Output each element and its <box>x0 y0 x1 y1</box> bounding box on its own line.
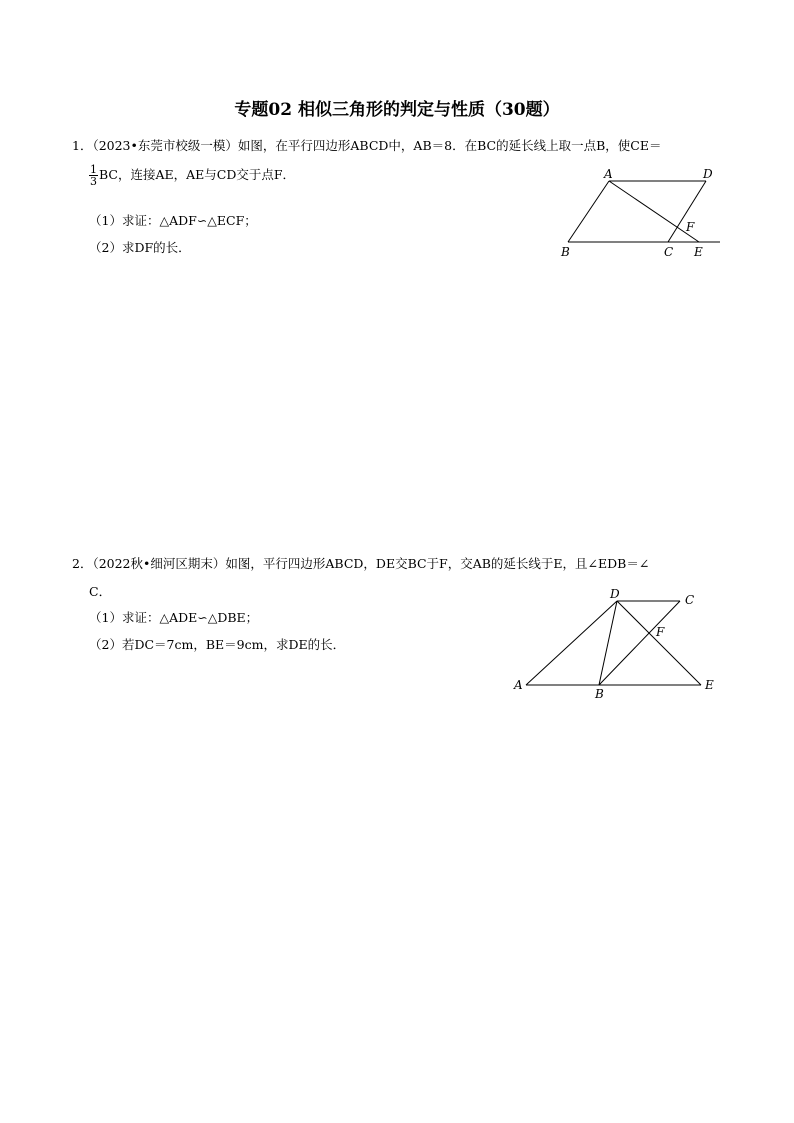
page-title: 专题02 相似三角形的判定与性质（30题） <box>234 100 560 120</box>
q2-segment-db <box>599 601 617 685</box>
q1-label-f: F <box>686 220 695 234</box>
q1-line2-text: BC，连接AE，AE与CD交于点F． <box>99 167 296 182</box>
q2-segment-da <box>526 601 617 685</box>
q1-label-c: C <box>664 245 674 259</box>
q1-label-b: B <box>561 245 570 259</box>
q1-label-e: E <box>694 245 703 259</box>
q2-part2: （2）若DC＝7cm，BE＝9cm，求DE的长． <box>89 637 346 652</box>
q2-line1: 2．（2022秋•细河区期末）如图，平行四边形ABCD，DE交BC于F，交AB的延长线于E，且∠EDB＝∠ <box>72 556 650 571</box>
q2-label-b: B <box>595 687 604 701</box>
q2-label-e: E <box>705 678 714 692</box>
q2-label-d: D <box>610 587 620 601</box>
q2-label-c: C <box>685 593 695 607</box>
q1-label-d: D <box>703 167 713 181</box>
q1-part2: （2）求DF的长． <box>89 240 191 255</box>
q1-line1: 1．（2023•东莞市校级一模）如图，在平行四边形ABCD中，AB＝8．在BC的延长线上取一点B，使CE＝ <box>72 138 662 153</box>
q1-part1: （1）求证：△ADF∽△ECF； <box>89 213 257 228</box>
q2-segment-de <box>617 601 701 685</box>
q2-line2: C． <box>89 584 112 599</box>
q1-fraction-numerator: 1 <box>90 163 97 176</box>
q2-label-f: F <box>656 625 665 639</box>
q1-label-a: A <box>604 167 613 181</box>
q2-segment-bc <box>599 601 680 685</box>
q1-fraction-denominator: 3 <box>90 175 97 188</box>
q2-part1: （1）求证：△ADE∽△DBE； <box>89 610 259 625</box>
q2-label-a: A <box>514 678 523 692</box>
